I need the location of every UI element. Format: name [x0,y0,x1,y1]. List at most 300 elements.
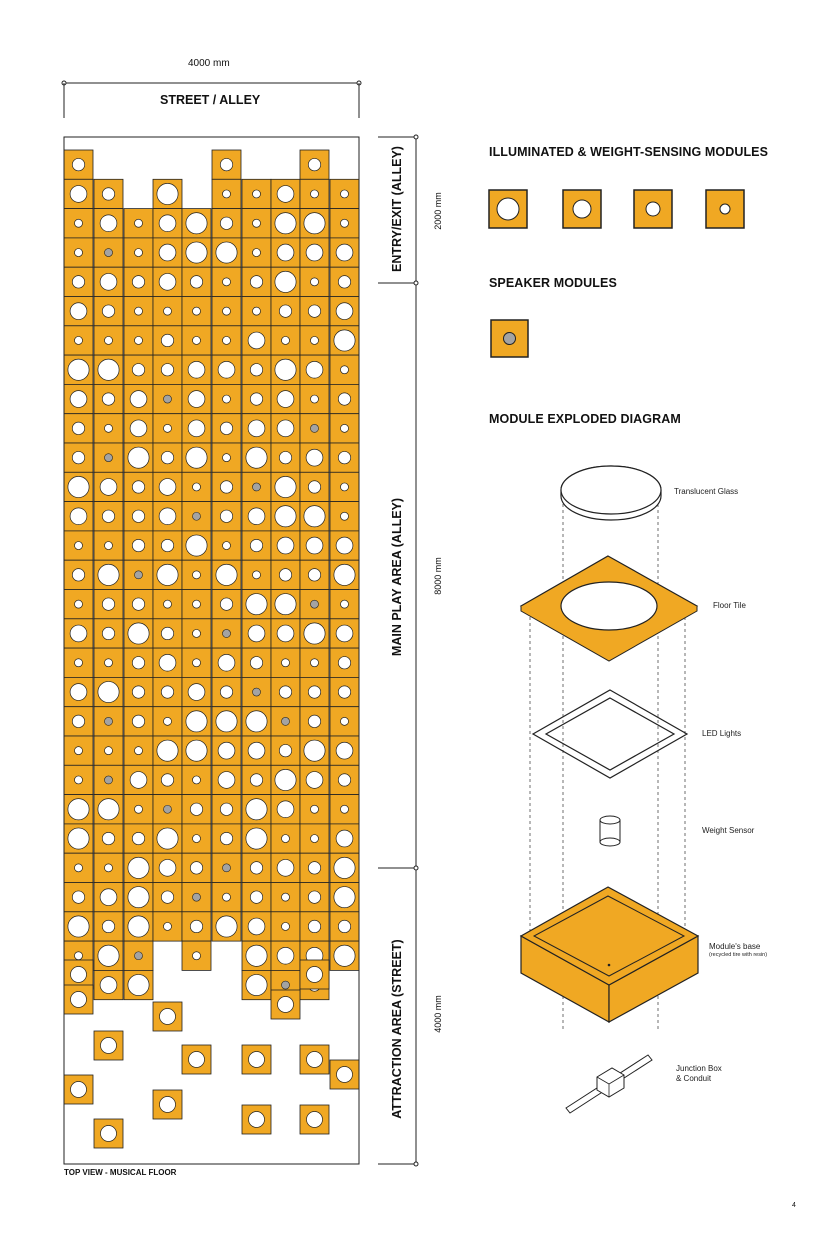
light-hole [334,887,355,908]
light-hole [307,967,323,983]
light-hole [223,893,231,901]
light-hole [336,537,353,554]
light-hole [193,571,201,579]
light-hole [223,542,231,550]
light-hole [70,508,87,525]
top-dimension-label: 4000 mm [188,58,230,69]
light-hole [135,336,143,344]
light-hole [105,424,113,432]
light-hole [75,336,83,344]
label-weight-sensor: Weight Sensor [702,826,755,835]
plan-caption: TOP VIEW - MUSICAL FLOOR [64,1168,177,1177]
zone-dimension-attraction: 4000 mm [433,995,443,1033]
light-hole [98,945,119,966]
light-hole [164,717,172,725]
light-hole [220,686,232,698]
light-hole [308,481,320,493]
speaker-dot [105,454,113,462]
light-hole [193,600,201,608]
illuminated-modules-title: ILLUMINATED & WEIGHT-SENSING MODULES [489,145,769,159]
light-hole [250,862,262,874]
speaker-dot [282,717,290,725]
light-hole [336,625,353,642]
light-hole [341,512,349,520]
light-hole [100,273,117,290]
light-hole [307,1112,323,1128]
light-hole [68,799,89,820]
light-hole [105,659,113,667]
page-number: 4 [792,1202,796,1209]
led-frame-inner [546,698,674,770]
light-hole [70,625,87,642]
light-hole [70,186,87,203]
light-hole [250,774,262,786]
light-hole [132,481,144,493]
zone-tick-mark [414,281,418,285]
light-hole [161,451,173,463]
light-hole [72,158,84,170]
exploded-diagram-title: MODULE EXPLODED DIAGRAM [489,412,681,426]
light-hole [159,508,176,525]
light-hole [164,600,172,608]
light-hole [220,832,232,844]
light-hole [130,420,147,437]
light-hole [164,307,172,315]
illuminated-module-hole [720,204,730,214]
exploded-diagram-group [521,466,698,1113]
light-hole [338,657,350,669]
light-hole [249,1052,265,1068]
light-hole [132,364,144,376]
light-hole [98,681,119,702]
translucent-glass-top [561,466,661,514]
light-hole [98,799,119,820]
light-hole [102,393,114,405]
light-hole [98,564,119,585]
light-hole [157,183,178,204]
light-hole [311,835,319,843]
light-hole [308,305,320,317]
light-hole [72,569,84,581]
light-hole [68,916,89,937]
light-hole [72,891,84,903]
light-hole [275,213,296,234]
light-hole [190,920,202,932]
module-base-center-mark [608,964,611,967]
light-hole [72,451,84,463]
light-hole [253,307,261,315]
light-hole [341,805,349,813]
light-hole [248,508,265,525]
illuminated-module-hole [646,202,660,216]
light-hole [75,747,83,755]
light-hole [338,774,350,786]
light-hole [128,974,149,995]
light-hole [277,859,294,876]
zone-dimension-entry: 2000 mm [433,192,443,230]
light-hole [279,305,291,317]
light-hole [277,625,294,642]
light-hole [308,891,320,903]
light-hole [246,447,267,468]
light-hole [250,276,262,288]
light-hole [105,864,113,872]
light-hole [161,627,173,639]
speaker-dot [105,717,113,725]
speaker-dot [311,600,319,608]
light-hole [135,249,143,257]
light-hole [277,537,294,554]
light-hole [282,659,290,667]
light-hole [68,476,89,497]
zone-dimension-main: 8000 mm [433,557,443,595]
light-hole [161,891,173,903]
light-hole [308,158,320,170]
light-hole [100,889,117,906]
light-hole [306,361,323,378]
light-hole [190,276,202,288]
light-hole [186,535,207,556]
light-hole [253,219,261,227]
light-hole [223,278,231,286]
light-hole [159,215,176,232]
light-hole [307,1052,323,1068]
light-hole [132,832,144,844]
light-hole [311,805,319,813]
light-hole [334,564,355,585]
light-hole [189,1052,205,1068]
light-hole [159,244,176,261]
light-hole [218,772,235,789]
light-hole [334,857,355,878]
light-hole [75,600,83,608]
light-hole [275,271,296,292]
light-hole [188,684,205,701]
light-hole [275,476,296,497]
light-hole [101,1126,117,1142]
speaker-dot [223,629,231,637]
light-hole [159,859,176,876]
light-hole [223,190,231,198]
light-hole [216,564,237,585]
label-floor-tile: Floor Tile [713,601,746,610]
light-hole [277,391,294,408]
light-hole [277,420,294,437]
speaker-dot [105,249,113,257]
light-hole [304,740,325,761]
light-hole [100,479,117,496]
light-hole [220,217,232,229]
light-hole [102,627,114,639]
light-hole [278,997,294,1013]
light-hole [128,623,149,644]
light-hole [130,772,147,789]
light-hole [132,686,144,698]
light-hole [135,219,143,227]
light-hole [193,307,201,315]
light-hole [275,594,296,615]
light-hole [250,393,262,405]
light-hole [75,659,83,667]
light-hole [253,249,261,257]
light-hole [159,654,176,671]
speaker-dot [193,512,201,520]
speaker-dot [193,893,201,901]
light-hole [71,1082,87,1098]
speaker-dot [135,571,143,579]
light-hole [157,740,178,761]
light-hole [341,483,349,491]
light-hole [341,190,349,198]
light-hole [159,273,176,290]
light-hole [68,828,89,849]
zone-label-main: MAIN PLAY AREA (ALLEY) [390,497,404,657]
light-hole [102,305,114,317]
led-frame-outer [533,690,687,778]
light-hole [160,1097,176,1113]
light-hole [248,625,265,642]
light-hole [336,830,353,847]
speaker-dot [282,981,290,989]
zone-tick-mark [414,135,418,139]
zone-label-entry: ENTRY/EXIT (ALLEY) [390,146,404,272]
label-module-base: Module's base [709,942,761,951]
light-hole [341,717,349,725]
light-hole [75,776,83,784]
light-hole [161,774,173,786]
light-hole [306,772,323,789]
light-hole [186,711,207,732]
light-hole [186,740,207,761]
light-hole [250,657,262,669]
light-hole [68,359,89,380]
light-hole [132,657,144,669]
light-hole [248,918,265,935]
light-hole [311,395,319,403]
light-hole [216,711,237,732]
light-hole [164,424,172,432]
light-hole [341,600,349,608]
light-hole [336,742,353,759]
light-hole [246,799,267,820]
light-hole [249,1112,265,1128]
light-hole [72,422,84,434]
light-hole [220,158,232,170]
speaker-dot [164,805,172,813]
light-hole [100,977,117,994]
light-hole [308,862,320,874]
light-hole [248,420,265,437]
light-hole [220,510,232,522]
light-hole [279,686,291,698]
light-hole [311,659,319,667]
light-hole [282,893,290,901]
weight-sensor-top [600,816,620,824]
light-hole [105,336,113,344]
light-hole [246,711,267,732]
light-hole [75,542,83,550]
light-hole [336,244,353,261]
light-hole [105,542,113,550]
light-hole [220,422,232,434]
light-hole [188,420,205,437]
label-translucent-glass: Translucent Glass [674,487,739,496]
light-hole [193,776,201,784]
label-led-lights: LED Lights [702,729,742,738]
light-hole [72,276,84,288]
light-hole [304,623,325,644]
light-hole [157,828,178,849]
light-hole [161,334,173,346]
light-hole [98,359,119,380]
light-hole [193,835,201,843]
light-hole [128,857,149,878]
label-module-base-note: (recycled tire with resin) [709,952,768,958]
light-hole [223,336,231,344]
light-hole [128,447,149,468]
light-hole [220,481,232,493]
light-hole [246,974,267,995]
light-hole [341,424,349,432]
zone-tick-mark [414,1162,418,1166]
light-hole [218,654,235,671]
light-hole [102,920,114,932]
light-hole [304,506,325,527]
light-hole [341,366,349,374]
light-hole [336,303,353,320]
light-hole [250,891,262,903]
light-hole [71,967,87,983]
light-hole [160,1009,176,1025]
light-hole [223,307,231,315]
speaker-dot [223,864,231,872]
light-hole [282,835,290,843]
light-hole [161,539,173,551]
light-hole [128,887,149,908]
light-hole [279,569,291,581]
light-hole [334,330,355,351]
light-hole [101,1038,117,1054]
light-hole [277,186,294,203]
illuminated-module-hole [497,198,519,220]
light-hole [218,361,235,378]
weight-sensor-bottom [600,838,620,846]
light-hole [306,537,323,554]
light-hole [218,742,235,759]
light-hole [100,215,117,232]
light-hole [311,336,319,344]
light-hole [216,242,237,263]
light-hole [275,506,296,527]
light-hole [188,361,205,378]
light-hole [337,1067,353,1083]
light-hole [102,510,114,522]
light-hole [70,303,87,320]
light-hole [135,805,143,813]
light-hole [220,598,232,610]
light-hole [132,276,144,288]
light-hole [132,539,144,551]
light-hole [282,922,290,930]
light-hole [102,832,114,844]
light-hole [275,769,296,790]
light-hole [223,395,231,403]
light-hole [308,686,320,698]
floor-tiles-group [64,150,359,1148]
light-hole [159,479,176,496]
light-hole [279,451,291,463]
speaker-dot [253,688,261,696]
light-hole [338,276,350,288]
light-hole [248,742,265,759]
light-hole [132,510,144,522]
light-hole [186,242,207,263]
light-hole [250,364,262,376]
light-hole [193,483,201,491]
light-hole [279,744,291,756]
light-hole [75,249,83,257]
light-hole [75,864,83,872]
light-hole [304,213,325,234]
light-hole [338,686,350,698]
label-conduit: & Conduit [676,1074,712,1083]
light-hole [306,244,323,261]
light-hole [190,862,202,874]
light-hole [220,803,232,815]
light-hole [135,307,143,315]
light-hole [161,364,173,376]
light-hole [75,952,83,960]
light-hole [250,539,262,551]
zone-tick-mark [414,866,418,870]
light-hole [308,569,320,581]
light-hole [105,747,113,755]
illuminated-module-hole [573,200,591,218]
street-label: STREET / ALLEY [160,93,261,107]
light-hole [186,213,207,234]
light-hole [72,715,84,727]
light-hole [102,598,114,610]
light-hole [102,188,114,200]
light-hole [135,747,143,755]
light-hole [246,828,267,849]
light-hole [341,219,349,227]
light-hole [186,447,207,468]
light-hole [334,945,355,966]
label-junction-box: Junction Box [676,1064,722,1073]
light-hole [132,598,144,610]
light-hole [216,916,237,937]
light-hole [190,803,202,815]
light-hole [193,629,201,637]
light-hole [246,594,267,615]
speaker-modules-title: SPEAKER MODULES [489,276,617,290]
speaker-dot [105,776,113,784]
light-hole [338,920,350,932]
light-hole [157,564,178,585]
light-hole [248,332,265,349]
light-hole [246,945,267,966]
speaker-dot [253,483,261,491]
light-hole [338,393,350,405]
light-hole [311,190,319,198]
light-hole [253,571,261,579]
speaker-dot [135,952,143,960]
speaker-dot [311,424,319,432]
light-hole [128,916,149,937]
light-hole [71,992,87,1008]
light-hole [308,920,320,932]
